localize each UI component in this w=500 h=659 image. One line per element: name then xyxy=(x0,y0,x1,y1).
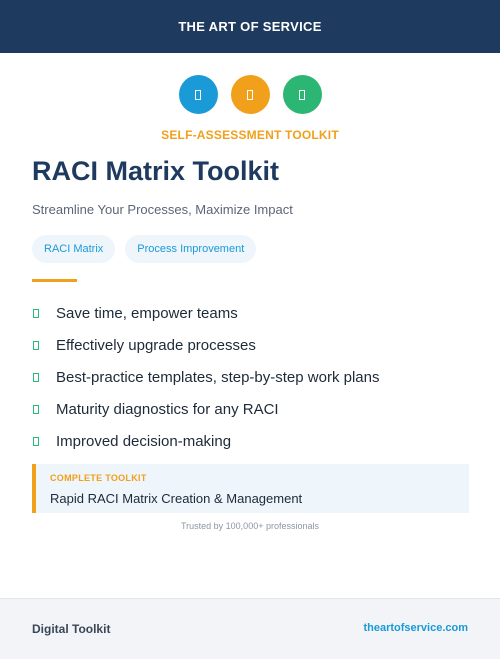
website-link[interactable]: theartofservice.com xyxy=(363,622,468,634)
accent-divider xyxy=(32,279,77,282)
feature-text: Maturity diagnostics for any RACI xyxy=(56,400,279,418)
feature-item xyxy=(32,425,379,457)
brand-name: THE ART OF SERVICE xyxy=(178,19,322,34)
page-subtitle: Streamline Your Processes, Maximize Impact xyxy=(32,202,293,217)
tag-list xyxy=(32,235,256,263)
feature-item xyxy=(32,361,379,393)
tag-raci-matrix[interactable]: RACI Matrix xyxy=(32,235,115,263)
check-icon xyxy=(33,405,39,414)
check-icon xyxy=(33,309,39,318)
feature-item xyxy=(32,393,379,425)
glyph-icon xyxy=(247,90,253,100)
check-icon xyxy=(33,437,39,446)
feature-item xyxy=(32,297,379,329)
glyph-icon xyxy=(195,90,201,100)
blue-badge-icon xyxy=(179,75,218,114)
check-icon xyxy=(33,341,39,350)
feature-text: Improved decision-making xyxy=(56,432,232,450)
orange-badge-icon xyxy=(231,75,270,114)
callout-label: COMPLETE TOOLKIT xyxy=(50,473,147,483)
green-badge-icon xyxy=(283,75,322,114)
eyebrow-label: SELF-ASSESSMENT TOOLKIT xyxy=(161,128,339,142)
feature-text: Effectively upgrade processes xyxy=(56,336,256,354)
check-icon xyxy=(33,373,39,382)
toolkit-callout xyxy=(32,464,469,513)
icon-row xyxy=(0,75,500,114)
tag-process-improvement[interactable]: Process Improvement xyxy=(125,235,256,263)
feature-list xyxy=(32,297,379,457)
page-title: RACI Matrix Toolkit xyxy=(32,156,280,186)
callout-text: Rapid RACI Matrix Creation & Management xyxy=(50,491,303,506)
footer-label: Digital Toolkit xyxy=(32,622,111,636)
glyph-icon xyxy=(299,90,305,100)
feature-text: Save time, empower teams xyxy=(56,304,238,322)
feature-item xyxy=(32,329,379,361)
feature-text: Best-practice templates, step-by-step work plans xyxy=(56,368,380,386)
header-bar xyxy=(0,0,500,53)
trusted-note: Trusted by 100,000+ professionals xyxy=(180,521,319,531)
footer-bar xyxy=(0,598,500,659)
